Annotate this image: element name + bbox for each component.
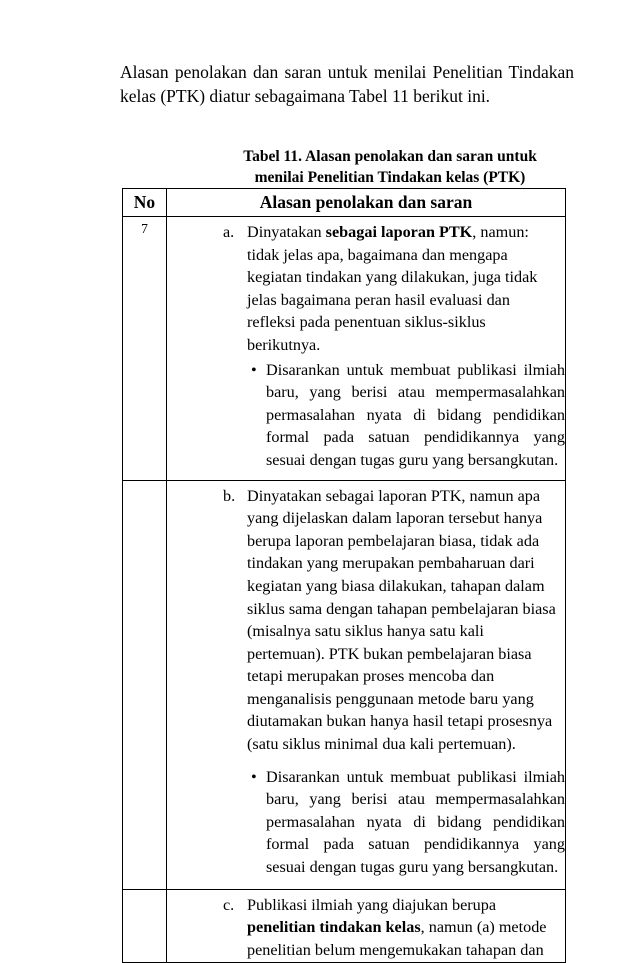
bullet-icon: • <box>251 767 257 786</box>
caption-line-1: Tabel 11. Alasan penolakan dan saran untuk <box>243 148 537 165</box>
table-row <box>123 480 566 889</box>
table-row <box>123 217 566 481</box>
header-reason: Alasan penolakan dan saran <box>167 189 566 217</box>
item-text: Dinyatakan sebagai laporan PTK, namun apa yang dijelaskan dalam laporan tersebut hanya berupa laporan pembelajaran biasa, tidak ada tindakan yang merupakan pembaharuan dari kegiatan yang biasa dilakukan, tahapan dalam siklus sama dengan tahapan pembelajaran biasa (misalnya satu siklus hanya satu kali pertemuan). PTK bukan pembelajaran biasa tetapi merupakan proses mencoba dan menganalisis penggunaan metode baru yang diutamakan bukan hanya hasil tetapi prosesnya (satu siklus minimal dua kali pertemuan). <box>247 486 556 754</box>
header-no: No <box>123 189 167 217</box>
table-caption <box>200 146 580 188</box>
reason-item-b <box>167 481 565 756</box>
suggestion-bullet <box>167 357 565 480</box>
reason-item-a <box>167 217 565 357</box>
table-row <box>123 889 566 963</box>
caption-line-2: menilai Penelitian Tindakan kelas (PTK) <box>254 169 526 186</box>
item-text-pre: Publikasi ilmiah yang diajukan berupa <box>247 895 497 914</box>
bullet-icon: • <box>251 360 257 379</box>
item-text-post: , namun (a) metode penelitian belum mengemukakan tahapan dan <box>247 918 547 959</box>
item-text-bold: sebagai laporan PTK <box>325 223 473 241</box>
item-text-pre: Dinyatakan <box>247 223 326 241</box>
item-text <box>247 221 561 357</box>
item-text-bold: penelitian tindakan kelas <box>247 918 421 937</box>
row-content <box>167 217 566 481</box>
suggestion-text: Disarankan untuk membuat publikasi ilmiah baru, yang berisi atau mempermasalahkan permasalahan nyata di bidang pendidikan formal pada satuan pendidikannya yang sesuai dengan tugas guru yang bersangkutan. <box>266 767 565 877</box>
suggestion-bullet <box>167 764 565 889</box>
row-number <box>123 480 167 889</box>
row-number <box>123 889 167 963</box>
suggestion-text: Disarankan untuk membuat publikasi ilmiah baru, yang berisi atau mempermasalahkan permasalahan nyata di bidang pendidikan formal pada satuan pendidikannya yang sesuai dengan tugas guru yang bersangkutan. <box>266 360 565 469</box>
intro-paragraph: Alasan penolakan dan saran untuk menilai Penelitian Tindakan kelas (PTK) diatur sebagaimana Tabel 11 berikut ini. <box>120 62 574 106</box>
row-content <box>167 480 566 889</box>
item-marker: b. <box>223 486 236 505</box>
row-number: 7 <box>123 217 167 481</box>
row-content <box>167 889 566 963</box>
item-marker: a. <box>223 223 235 241</box>
item-marker: c. <box>223 895 235 914</box>
rejection-reasons-table <box>122 188 566 963</box>
item-text-post: , namun: tidak jelas apa, bagaimana dan mengapa kegiatan tindakan yang dilakukan, juga tidak jelas bagaimana peran hasil evaluasi dan refleksi pada penentuan siklus-siklus berikutnya. <box>247 223 538 354</box>
reason-item-c <box>167 890 565 963</box>
table-header-row <box>123 189 566 217</box>
